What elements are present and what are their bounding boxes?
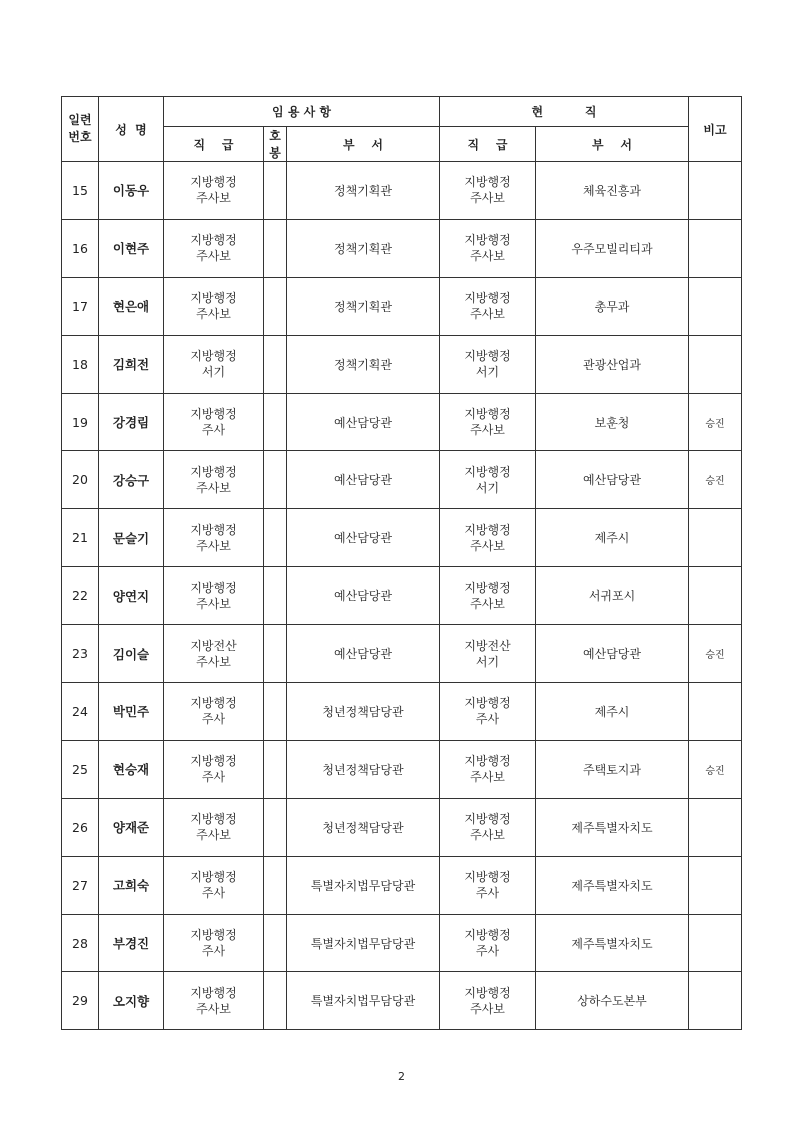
serial-cell: 24 xyxy=(62,683,99,741)
remarks-cell: 승진 xyxy=(689,625,742,683)
hobong-cell xyxy=(264,277,287,335)
current-rank-cell: 지방행정 주사보 xyxy=(440,567,536,625)
hobong-cell xyxy=(264,914,287,972)
current-dept-cell: 보훈청 xyxy=(536,393,689,451)
page-number: 2 xyxy=(398,1070,405,1083)
name-cell: 양재준 xyxy=(99,798,164,856)
serial-cell: 29 xyxy=(62,972,99,1030)
hobong-cell xyxy=(264,683,287,741)
header-name: 성 명 xyxy=(99,97,164,162)
header-remarks: 비고 xyxy=(689,97,742,162)
remarks-cell xyxy=(689,972,742,1030)
hobong-cell xyxy=(264,335,287,393)
current-dept-cell: 제주특별자치도 xyxy=(536,798,689,856)
name-cell: 오지향 xyxy=(99,972,164,1030)
hobong-cell xyxy=(264,451,287,509)
appointment-rank-cell: 지방전산 주사보 xyxy=(164,625,264,683)
serial-cell: 27 xyxy=(62,856,99,914)
appointment-rank-cell: 지방행정 주사보 xyxy=(164,972,264,1030)
name-cell: 문슬기 xyxy=(99,509,164,567)
remarks-cell xyxy=(689,277,742,335)
current-rank-cell: 지방행정 주사 xyxy=(440,856,536,914)
table-row xyxy=(62,509,742,567)
hobong-cell xyxy=(264,625,287,683)
remarks-cell xyxy=(689,798,742,856)
name-cell: 김이슬 xyxy=(99,625,164,683)
current-dept-cell: 예산담당관 xyxy=(536,451,689,509)
appointment-rank-cell: 지방행정 주사보 xyxy=(164,567,264,625)
serial-cell: 26 xyxy=(62,798,99,856)
appointment-rank-cell: 지방행정 주사보 xyxy=(164,798,264,856)
remarks-cell xyxy=(689,914,742,972)
current-rank-cell: 지방행정 주사보 xyxy=(440,277,536,335)
current-rank-cell: 지방전산 서기 xyxy=(440,625,536,683)
appointment-rank-cell: 지방행정 서기 xyxy=(164,335,264,393)
serial-cell: 19 xyxy=(62,393,99,451)
appointment-dept-cell: 예산담당관 xyxy=(287,509,440,567)
hobong-cell xyxy=(264,798,287,856)
appointment-dept-cell: 청년정책담당관 xyxy=(287,740,440,798)
table-row xyxy=(62,393,742,451)
appointment-dept-cell: 특별자치법무담당관 xyxy=(287,914,440,972)
serial-cell: 21 xyxy=(62,509,99,567)
header-current: 현 직 xyxy=(440,97,689,127)
current-rank-cell: 지방행정 주사 xyxy=(440,683,536,741)
current-dept-cell: 제주특별자치도 xyxy=(536,856,689,914)
appointment-dept-cell: 정책기획관 xyxy=(287,219,440,277)
appointment-dept-cell: 정책기획관 xyxy=(287,335,440,393)
current-dept-cell: 제주시 xyxy=(536,509,689,567)
current-rank-cell: 지방행정 서기 xyxy=(440,335,536,393)
current-dept-cell: 총무과 xyxy=(536,277,689,335)
table-row xyxy=(62,798,742,856)
serial-cell: 23 xyxy=(62,625,99,683)
current-rank-cell: 지방행정 주사 xyxy=(440,914,536,972)
current-rank-cell: 지방행정 주사보 xyxy=(440,972,536,1030)
serial-cell: 25 xyxy=(62,740,99,798)
name-cell: 박민주 xyxy=(99,683,164,741)
appointment-rank-cell: 지방행정 주사 xyxy=(164,740,264,798)
hobong-cell xyxy=(264,856,287,914)
serial-cell: 18 xyxy=(62,335,99,393)
appointment-rank-cell: 지방행정 주사보 xyxy=(164,277,264,335)
hobong-cell xyxy=(264,393,287,451)
remarks-cell xyxy=(689,509,742,567)
current-dept-cell: 우주모빌리티과 xyxy=(536,219,689,277)
current-rank-cell: 지방행정 주사보 xyxy=(440,162,536,220)
serial-cell: 22 xyxy=(62,567,99,625)
table-row xyxy=(62,856,742,914)
table-row xyxy=(62,219,742,277)
appointment-dept-cell: 청년정책담당관 xyxy=(287,683,440,741)
hobong-cell xyxy=(264,740,287,798)
personnel-table xyxy=(61,96,742,1030)
name-cell: 강경림 xyxy=(99,393,164,451)
remarks-cell xyxy=(689,567,742,625)
table-row xyxy=(62,972,742,1030)
appointment-dept-cell: 특별자치법무담당관 xyxy=(287,856,440,914)
appointment-rank-cell: 지방행정 주사보 xyxy=(164,162,264,220)
name-cell: 이현주 xyxy=(99,219,164,277)
current-rank-cell: 지방행정 주사보 xyxy=(440,798,536,856)
current-dept-cell: 예산담당관 xyxy=(536,625,689,683)
current-rank-cell: 지방행정 주사보 xyxy=(440,509,536,567)
remarks-cell: 승진 xyxy=(689,393,742,451)
header-current-rank: 직 급 xyxy=(440,127,536,162)
table-row xyxy=(62,567,742,625)
appointment-dept-cell: 예산담당관 xyxy=(287,567,440,625)
serial-cell: 16 xyxy=(62,219,99,277)
table-row xyxy=(62,625,742,683)
appointment-rank-cell: 지방행정 주사 xyxy=(164,393,264,451)
appointment-rank-cell: 지방행정 주사 xyxy=(164,914,264,972)
name-cell: 부경진 xyxy=(99,914,164,972)
hobong-cell xyxy=(264,219,287,277)
appointment-dept-cell: 예산담당관 xyxy=(287,625,440,683)
appointment-dept-cell: 예산담당관 xyxy=(287,393,440,451)
hobong-cell xyxy=(264,972,287,1030)
name-cell: 이동우 xyxy=(99,162,164,220)
header-serial: 일련 번호 xyxy=(62,97,99,162)
appointment-dept-cell: 특별자치법무담당관 xyxy=(287,972,440,1030)
current-dept-cell: 관광산업과 xyxy=(536,335,689,393)
table-row xyxy=(62,740,742,798)
current-rank-cell: 지방행정 주사보 xyxy=(440,393,536,451)
remarks-cell: 승진 xyxy=(689,740,742,798)
remarks-cell xyxy=(689,335,742,393)
header-rank: 직 급 xyxy=(164,127,264,162)
appointment-rank-cell: 지방행정 주사보 xyxy=(164,451,264,509)
current-dept-cell: 제주특별자치도 xyxy=(536,914,689,972)
appointment-dept-cell: 청년정책담당관 xyxy=(287,798,440,856)
current-dept-cell: 주택토지과 xyxy=(536,740,689,798)
remarks-cell: 승진 xyxy=(689,451,742,509)
current-dept-cell: 제주시 xyxy=(536,683,689,741)
table-row xyxy=(62,162,742,220)
current-rank-cell: 지방행정 주사보 xyxy=(440,740,536,798)
name-cell: 강승구 xyxy=(99,451,164,509)
header-appointment: 임 용 사 항 xyxy=(164,97,440,127)
header-current-dept: 부 서 xyxy=(536,127,689,162)
appointment-dept-cell: 예산담당관 xyxy=(287,451,440,509)
appointment-rank-cell: 지방행정 주사보 xyxy=(164,219,264,277)
appointment-rank-cell: 지방행정 주사 xyxy=(164,856,264,914)
current-dept-cell: 체육진흥과 xyxy=(536,162,689,220)
current-rank-cell: 지방행정 주사보 xyxy=(440,219,536,277)
name-cell: 양연지 xyxy=(99,567,164,625)
header-hobong: 호봉 xyxy=(264,127,287,162)
current-dept-cell: 서귀포시 xyxy=(536,567,689,625)
table-row xyxy=(62,914,742,972)
remarks-cell xyxy=(689,219,742,277)
appointment-rank-cell: 지방행정 주사 xyxy=(164,683,264,741)
current-rank-cell: 지방행정 서기 xyxy=(440,451,536,509)
remarks-cell xyxy=(689,856,742,914)
hobong-cell xyxy=(264,509,287,567)
serial-cell: 17 xyxy=(62,277,99,335)
serial-cell: 15 xyxy=(62,162,99,220)
table-row xyxy=(62,277,742,335)
hobong-cell xyxy=(264,162,287,220)
serial-cell: 20 xyxy=(62,451,99,509)
remarks-cell xyxy=(689,683,742,741)
appointment-dept-cell: 정책기획관 xyxy=(287,277,440,335)
appointment-dept-cell: 정책기획관 xyxy=(287,162,440,220)
remarks-cell xyxy=(689,162,742,220)
appointment-rank-cell: 지방행정 주사보 xyxy=(164,509,264,567)
table-row xyxy=(62,335,742,393)
name-cell: 김희전 xyxy=(99,335,164,393)
current-dept-cell: 상하수도본부 xyxy=(536,972,689,1030)
table-row xyxy=(62,683,742,741)
table-row xyxy=(62,451,742,509)
hobong-cell xyxy=(264,567,287,625)
serial-cell: 28 xyxy=(62,914,99,972)
header-dept: 부 서 xyxy=(287,127,440,162)
name-cell: 현은애 xyxy=(99,277,164,335)
name-cell: 고희숙 xyxy=(99,856,164,914)
name-cell: 현승재 xyxy=(99,740,164,798)
